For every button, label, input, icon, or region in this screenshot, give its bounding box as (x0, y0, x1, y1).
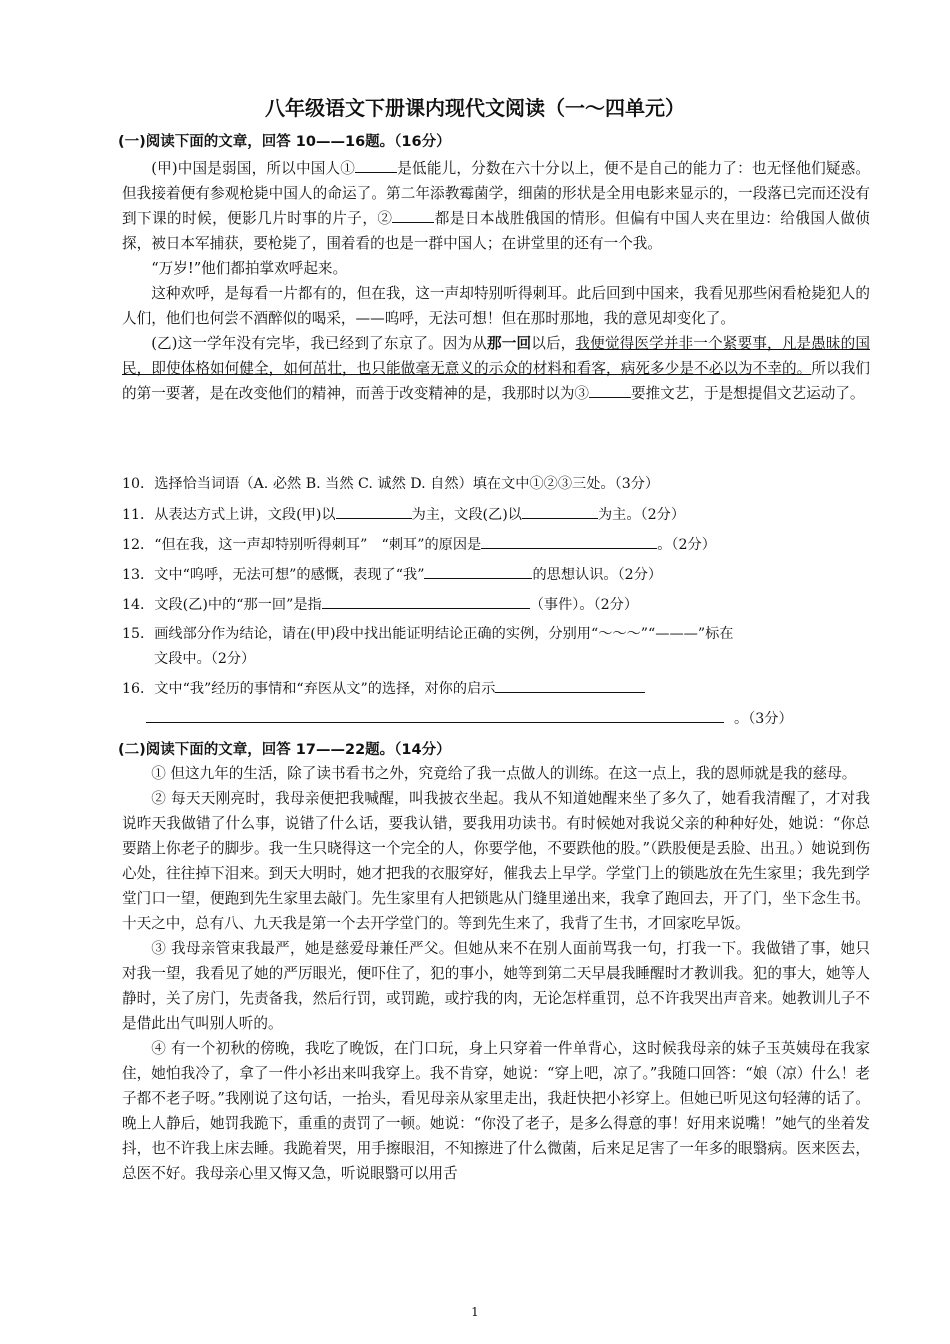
answer-blank[interactable] (481, 534, 657, 549)
text-run: 为主，文段(乙)以 (411, 507, 522, 523)
text-run: 为主。（2分） (597, 507, 686, 523)
passage-paragraph-1: ① 但这九年的生活，除了读书看书之外，究竟给了我一点做人的训练。在这一点上，我的恩师就是我的慈母。 (151, 765, 857, 782)
passage-paragraph-2: ② 每天天刚亮时，我母亲便把我喊醒，叫我披衣坐起。我从不知道她醒来坐了多久了，她看我清醒了，才对我说昨天我做错了什么事，说错了什么话，要我认错，要我用功读书。有时候她对我说父亲的种种好处，她说：“你总要踏上你老子的脚步。我一生只晓得这一个完全的人，你要学他，不要跌他的股。”（跌股便是丢脸、出丑。）她说到伤心处，往往掉下泪来。到天大明时，她才把我的衣服穿好，催我去上早学。学堂门上的锁匙放在先生家里；我先到学堂门口一望，便跑到先生家里去敲门。先生家里有人把锁匙从门缝里递出来，我拿了跑回去，开了门，坐下念生书。十天之中，总有八、九天我是第一个去开学堂门的。等到先生来了，我背了生书，才回家吃早饭。 (122, 790, 870, 932)
question-13 (122, 564, 662, 585)
passage-paragraph-wansui: “万岁!”他们都拍掌欢呼起来。 (151, 260, 348, 277)
text-run: 。（3分） (734, 711, 793, 727)
section-1-passage (122, 156, 870, 406)
answer-blank[interactable] (424, 564, 532, 579)
section-2-passage (122, 761, 870, 1186)
bold-text-na-yi-hui: 那一回 (487, 335, 532, 352)
text-run: 。（2分） (657, 537, 716, 553)
answer-blank[interactable] (322, 594, 530, 609)
passage-paragraph-3: ③ 我母亲管束我最严，她是慈爱母兼任严父。但她从来不在别人面前骂我一句，打我一下。我做错了事，她只对我一望，我看见了她的严厉眼光，便吓住了，犯的事小，她等到第二天早晨我睡醒时才教训我。犯的事大，她等人静时，关了房门，先责备我，然后行罚，或罚跪，或拧我的肉，无论怎样重罚，总不许我哭出声音来。她教训儿子不是借此出气叫别人听的。 (122, 940, 870, 1032)
blank-1 (355, 158, 397, 173)
answer-blank[interactable] (146, 708, 724, 723)
blank-2 (392, 208, 434, 223)
passage-paragraph-jia (122, 156, 870, 256)
question-11 (122, 504, 685, 525)
question-16 (122, 678, 645, 699)
text-run: 13．文中“呜呼，无法可想”的感慨，表现了“我” (122, 567, 425, 583)
text-run: 以后， (531, 335, 576, 352)
question-14 (122, 594, 638, 615)
text-run: （事件）。（2分） (529, 597, 639, 613)
page-number: 1 (471, 1305, 479, 1319)
text-run: 所以我们的第一要著，是在改变他们的精神，而善于改变精神的是，我那时以为③ (122, 360, 870, 402)
passage-paragraph-huanhu: 这种欢呼，是每看一片都有的，但在我，这一声却特别听得刺耳。此后回到中国来，我看见那些闲看枪毙犯人的人们，他们也何尝不酒醉似的喝采，——呜呼，无法可想！但在那时那地，我的意见却变化了。 (122, 285, 870, 327)
section-1-heading: (一)阅读下面的文章，回答 10——16题。（16分） (118, 134, 451, 150)
answer-blank[interactable] (522, 504, 598, 519)
question-16-cont (146, 708, 793, 729)
question-12 (122, 534, 716, 555)
text-run: (甲)中国是弱国，所以中国人① (151, 160, 356, 177)
question-10: 10．选择恰当词语（A. 必然 B. 当然 C. 诚然 D. 自然）填在文中①②③三处。（3分） (122, 476, 660, 492)
text-run: 12．“但在我，这一声却特别听得刺耳” “刺耳”的原因是 (122, 537, 482, 553)
passage-paragraph-yi (122, 331, 870, 406)
answer-blank[interactable] (336, 504, 412, 519)
text-run: 的思想认识。（2分） (532, 567, 663, 583)
page-title: 八年级语文下册课内现代文阅读（一～四单元） (265, 96, 685, 120)
underlined-conclusion: 我便觉得医学并非一个紧要事，凡是愚昧的国民，即使体格如何健全，如何茁壮，也只能做毫无意义的示众的材料和看客，病死多少是不必以为不幸的。 (122, 335, 870, 377)
text-run: 11．从表达方式上讲，文段(甲)以 (122, 507, 336, 523)
passage-paragraph-4: ④ 有一个初秋的傍晚，我吃了晚饭，在门口玩，身上只穿着一件单背心，这时候我母亲的妹子玉英姨母在我家住，她怕我冷了，拿了一件小衫出来叫我穿上。我不肯穿，她说：“穿上吧，凉了。”我随口回答：“娘（凉）什么！老子都不老子呀。”我刚说了这句话，一抬头，看见母亲从家里走出，我赶快把小衫穿上。但她已听见这句轻薄的话了。晚上人静后，她罚我跪下，重重的责罚了一顿。她说：“你没了老子，是多么得意的事！好用来说嘴！”她气的坐着发抖，也不许我上床去睡。我跪着哭，用手擦眼泪，不知擦进了什么微菌，后来足足害了一年多的眼翳病。医来医去，总医不好。我母亲心里又悔又急，听说眼翳可以用舌 (122, 1040, 870, 1182)
text-run: 14．文段(乙)中的“那一回”是指 (122, 597, 322, 613)
text-run: 都是日本战胜俄国的情形。但偏有中国人夹在里边：给俄国人做侦探，被日本军捕获，要枪毙了，围着看的也是一群中国人；在讲堂里的还有一个我。 (122, 210, 870, 252)
section-2-heading: (二)阅读下面的文章，回答 17——22题。（14分） (118, 742, 451, 758)
answer-blank[interactable] (495, 678, 645, 693)
text-run: 是低能儿，分数在六十分以上，便不是自己的能力了：也无怪他们疑惑。但我接着便有参观枪毙中国人的命运了。第二年添教霉菌学，细菌的形状是全用电影来显示的，一段落已完而还没有到下课的时候，便影几片时事的片子，② (122, 160, 870, 227)
question-15-cont: 文段中。（2分） (154, 651, 256, 667)
text-run: (乙)这一学年没有完毕，我已经到了东京了。因为从 (151, 335, 488, 352)
question-15: 15．画线部分作为结论，请在(甲)段中找出能证明结论正确的实例，分别用“～～～”“———”标在 (122, 626, 734, 642)
text-run: 16．文中“我”经历的事情和“弃医从文”的选择，对你的启示 (122, 681, 496, 697)
blank-3 (589, 383, 631, 398)
text-run: 要推文艺，于是想提倡文艺运动了。 (631, 385, 865, 402)
